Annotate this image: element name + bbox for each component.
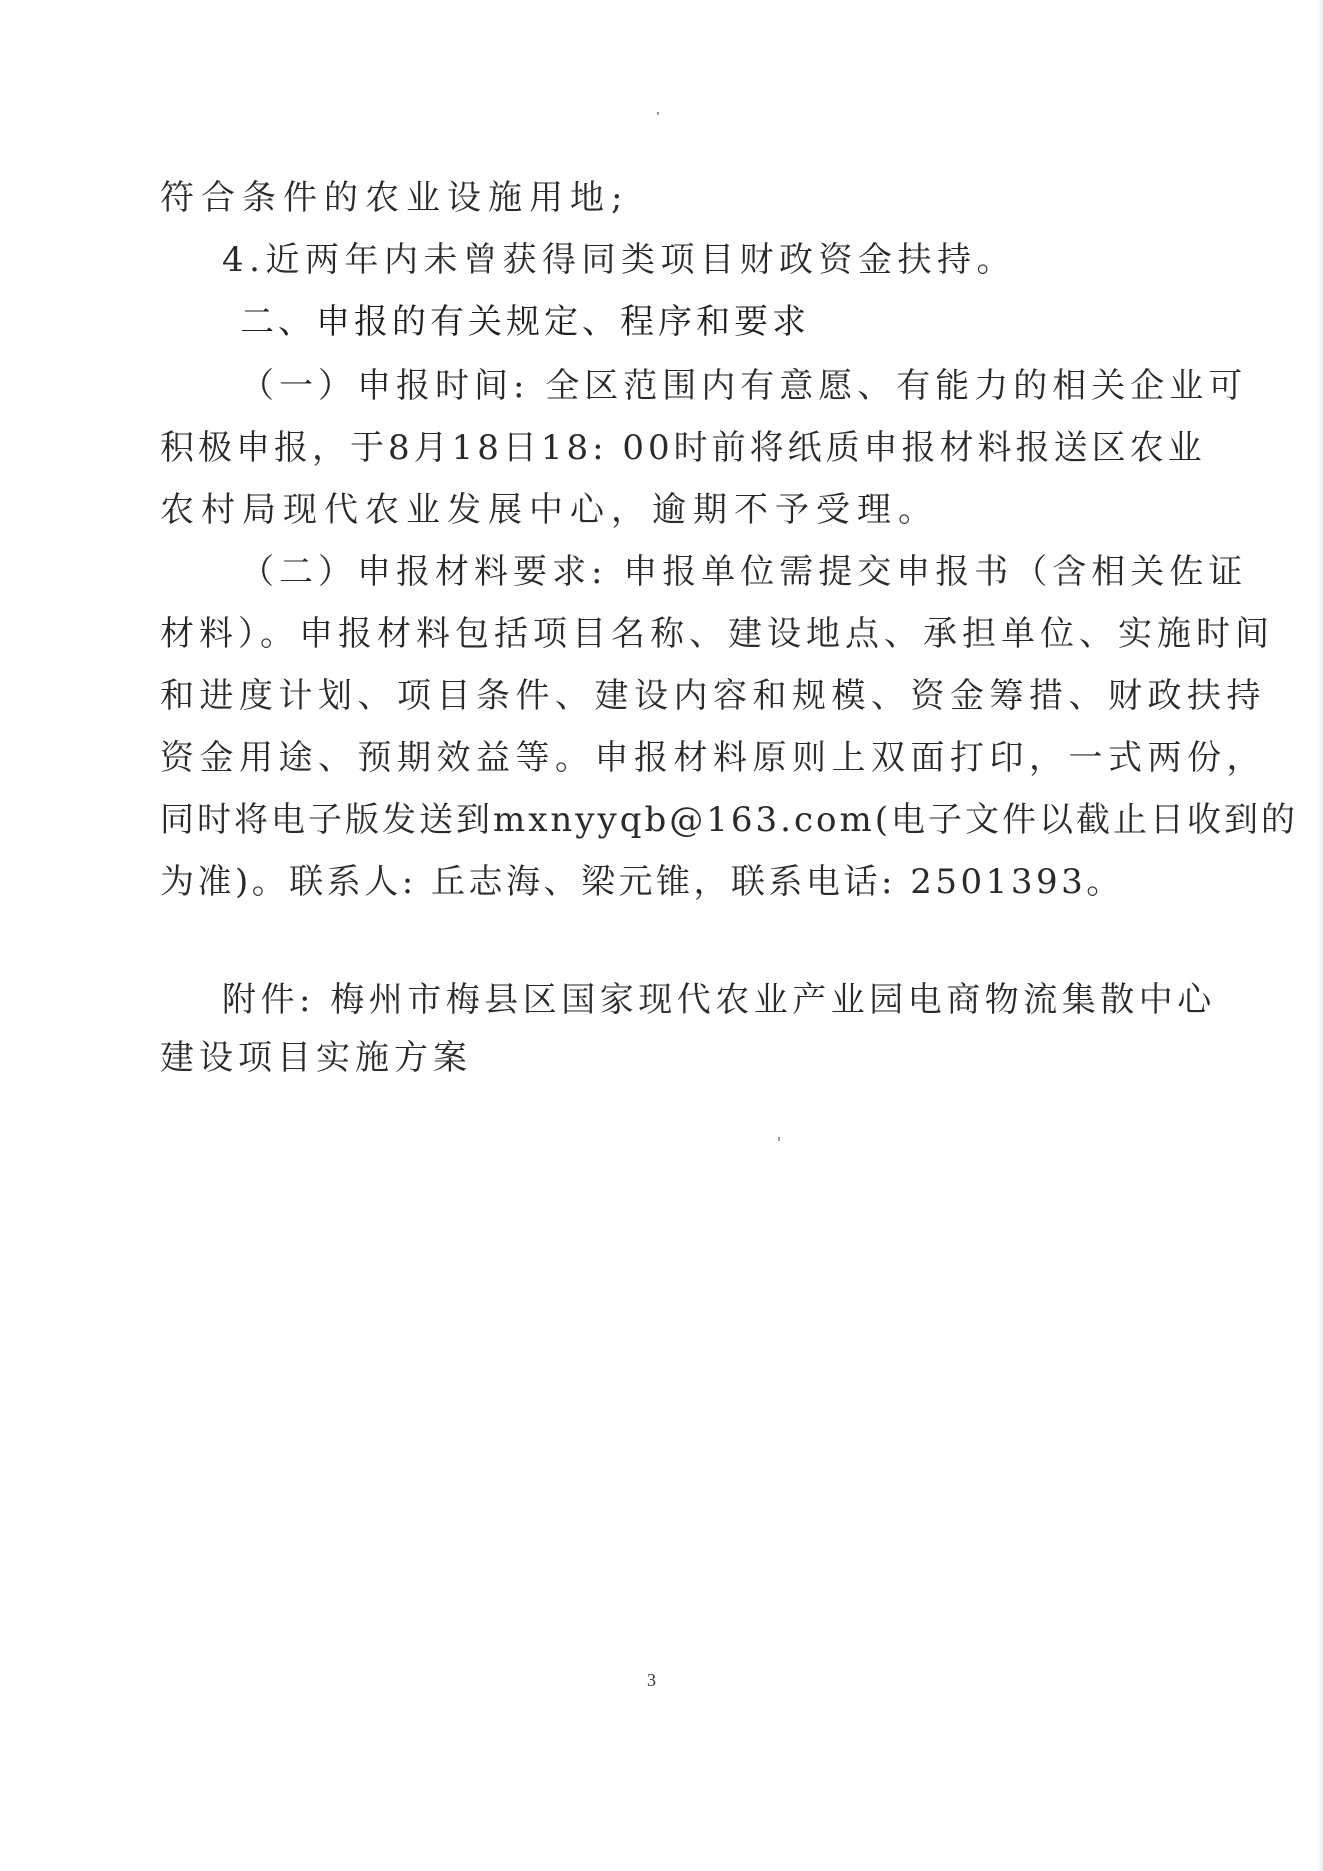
body-line: 和进度计划、项目条件、建设内容和规模、资金筹措、财政扶持 (160, 676, 1266, 716)
body-line: 为准)。联系人: 丘志海、梁元锥，联系电话: 2501393。 (160, 862, 1124, 902)
body-line: 积极申报，于8月18日18: 00时前将纸质申报材料报送区农业 (160, 428, 1206, 468)
body-line: （一）申报时间: 全区范围内有意愿、有能力的相关企业可 (240, 366, 1248, 406)
scan-speck (657, 112, 659, 115)
attachment-line: 建设项目实施方案 (160, 1038, 472, 1078)
body-line: 材料）。申报材料包括项目名称、建设地点、承担单位、实施时间 (160, 614, 1274, 654)
body-line: 资金用途、预期效益等。申报材料原则上双面打印，一式两份， (160, 738, 1266, 778)
section-heading: 二、申报的有关规定、程序和要求 (240, 302, 810, 342)
body-line: 符合条件的农业设施用地; (160, 178, 630, 218)
body-line: 农村局现代农业发展中心，逾期不予受理。 (160, 490, 939, 530)
body-line: 同时将电子版发送到mxnyyqb@163.com(电子文件以截止日收到的 (160, 800, 1298, 840)
scan-speck (778, 1137, 780, 1141)
scan-edge-shadow (1317, 0, 1323, 1871)
body-line: 4.近两年内未曾获得同类项目财政资金扶持。 (222, 240, 1016, 280)
attachment-line: 附件: 梅州市梅县区国家现代农业产业园电商物流集散中心 (222, 980, 1216, 1020)
body-line: （二）申报材料要求: 申报单位需提交申报书（含相关佐证 (240, 552, 1248, 592)
page-number: 3 (647, 1670, 656, 1690)
